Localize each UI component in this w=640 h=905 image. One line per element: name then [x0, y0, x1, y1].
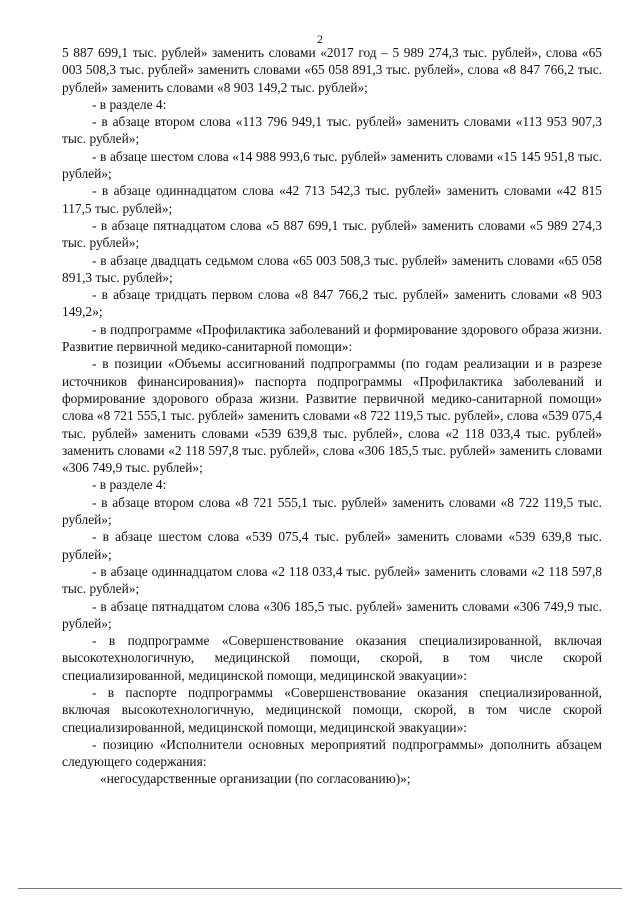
paragraph: - в подпрограмме «Профилактика заболеваний и формирование здорового образа жизни. Развитие первичной медико-санитарной помощи»:: [62, 321, 602, 355]
paragraph: - в подпрограмме «Совершенствование оказания специализированной, включая высокотехнологичную, медицинской помощи, скорой, в том числе скорой специализированной, медицинской помощи, медицинской эвакуации»:: [62, 633, 602, 683]
paragraph: - в абзаце втором слова «113 796 949,1 тыс. рублей» заменить словами «113 953 907,3 тыс. рублей»;: [62, 114, 602, 147]
paragraph: - позицию «Исполнители основных мероприятий подпрограммы» дополнить абзацем следующего содержания:: [62, 736, 602, 770]
paragraph: - в абзаце втором слова «8 721 555,1 тыс. рублей» заменить словами «8 722 119,5 тыс. рублей»;: [62, 494, 602, 528]
paragraph: - в разделе 4:: [92, 96, 167, 112]
paragraph: - в абзаце пятнадцатом слова «306 185,5 тыс. рублей» заменить словами «306 749,9 тыс. рублей»;: [62, 598, 602, 631]
paragraph: - в разделе 4:: [92, 477, 167, 493]
paragraph: - в абзаце двадцать седьмом слова «65 003 508,3 тыс. рублей» заменить словами «65 058 891,3 тыс. рублей»;: [62, 252, 602, 285]
paragraph: - в абзаце одиннадцатом слова «42 713 542,3 тыс. рублей» заменить словами «42 815 117,5 тыс. рублей»;: [62, 183, 602, 216]
paragraph: - в абзаце одиннадцатом слова «2 118 033,4 тыс. рублей» заменить словами «2 118 597,8 тыс. рублей»;: [62, 563, 602, 597]
paragraph: - в абзаце тридцать первом слова «8 847 766,2 тыс. рублей» заменить словами «8 903 149,2»;: [62, 287, 602, 320]
paragraph: - в абзаце пятнадцатом слова «5 887 699,1 тыс. рублей» заменить словами «5 989 274,3 тыс. рублей»;: [62, 217, 602, 251]
paragraph: - в абзаце шестом слова «14 988 993,6 тыс. рублей» заменить словами «15 145 951,8 тыс. рублей»;: [62, 148, 602, 182]
paragraph: - в позиции «Объемы ассигнований подпрограммы (по годам реализации и в разрезе источников финансирования)» паспорта подпрограммы «Профилактика заболеваний и формирование здорового образа жизни. Развитие первичной медико-санитарной помощи» слова «8 721 555,1 тыс. рублей» заменить словами «8 722 119,5 тыс. рублей», слова «539 075,4 тыс. рублей» заменить словами «539 639,8 тыс. рублей», слова «2 118 033,4 тыс. рублей» заменить словами «2 118 597,8 тыс. рублей», слова «306 185,5 тыс. рублей» заменить словами «306 749,9 тыс. рублей»;: [62, 356, 602, 476]
page-number: 2: [317, 32, 323, 46]
document-body: [62, 44, 602, 788]
paragraph: «негосударственные организации (по согласованию)»;: [100, 771, 411, 787]
paragraph: - в паспорте подпрограммы «Совершенствование оказания специализированной, включая высокотехнологичную, медицинской помощи, скорой, в том числе скорой специализированной, медицинской помощи, медицинской эвакуации»:: [62, 684, 602, 735]
paragraph: - в абзаце шестом слова «539 075,4 тыс. рублей» заменить словами «539 639,8 тыс. рублей»;: [62, 529, 602, 562]
paragraph: 5 887 699,1 тыс. рублей» заменить словами «2017 год – 5 989 274,3 тыс. рублей», слова «65 003 508,3 тыс. рублей» заменить словами «65 058 891,3 тыс. рублей», слова «8 847 766,2 тыс. рублей» заменить словами «8 903 149,2 тыс. рублей»;: [62, 45, 602, 95]
bottom-rule: [18, 888, 622, 889]
